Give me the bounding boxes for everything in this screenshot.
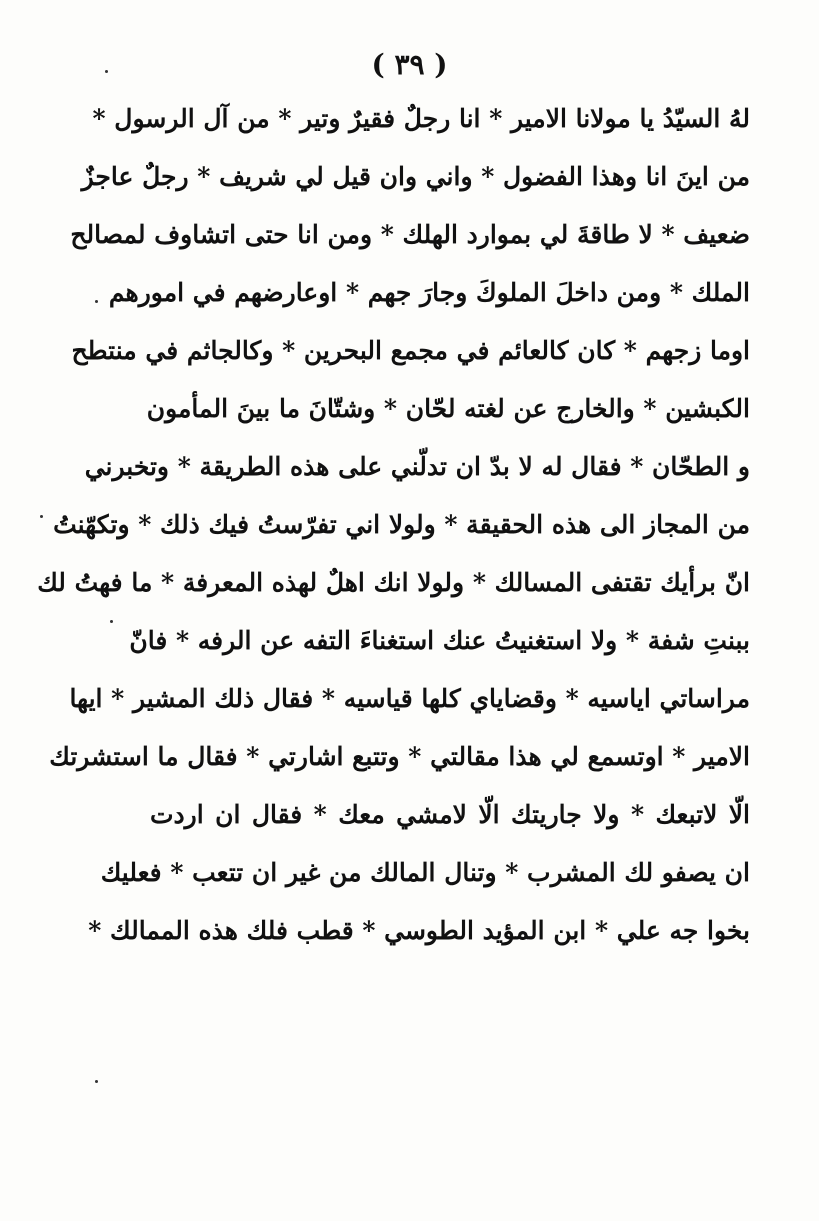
text-line: اوما زجهم * كان كالعائم في مجمع البحرين * وكالجاثم في منتطح — [71, 336, 750, 365]
text-line: من المجاز الى هذه الحقيقة * ولولا اني تفرّستُ فيك ذلك * وتكهّنتُ — [53, 510, 750, 539]
page-number: ( ٣٩ ) — [371, 48, 448, 81]
text-line: الكبشين * والخارج عن لغته لحّان * وشتّانَ ما بينَ المأمون — [146, 394, 750, 423]
text-line: و الطحّان * فقال له لا بدّ ان تدلّني على هذه الطريقة * وتخبرني — [84, 452, 750, 481]
text-line: الامير * اوتسمع لي هذا مقالتي * وتتبع اشارتي * فقال ما استشرتك — [49, 742, 750, 771]
text-line: الّا لاتبعك * ولا جاريتك الّا لامشي معك * فقال ان اردت — [150, 800, 750, 829]
text-line: ضعيف * لا طاقةَ لي بموارد الهلك * ومن انا حتى اتشاوف لمصالح — [70, 220, 750, 249]
scan-speck — [95, 300, 98, 303]
scan-speck — [95, 1080, 98, 1083]
text-line: مراساتي اياسيه * وقضاياي كلها قياسيه * فقال ذلك المشير * ايها — [69, 684, 750, 713]
text-line: بخوا جه علي * ابن المؤيد الطوسي * قطب فلك هذه الممالك * — [88, 916, 750, 945]
text-line: ببنتِ شفة * ولا استغنيتُ عنك استغناءَ التفه عن الرفه * فانّ — [129, 626, 750, 655]
text-line: لهُ السيّدُ يا مولانا الامير * انا رجلٌ فقيرٌ وتير * من آل الرسول * — [92, 104, 750, 133]
body-text — [37, 90, 750, 960]
text-line: ان يصفو لك المشرب * وتنال المالك من غير ان تتعب * فعليك — [100, 858, 750, 887]
text-line: الملك * ومن داخلَ الملوكَ وجارَ جهم * اوعارضهم في امورهم — [108, 278, 750, 307]
scan-speck — [40, 515, 43, 518]
scan-speck — [110, 620, 113, 623]
scan-speck — [105, 70, 108, 73]
text-line: من اينَ انا وهذا الفضول * واني وان قيل لي شريف * رجلٌ عاجزٌ — [81, 162, 750, 191]
text-line: انّ برأيك تقتفى المسالك * ولولا انك اهلٌ لهذه المعرفة * ما فهتُ لك — [37, 568, 750, 597]
